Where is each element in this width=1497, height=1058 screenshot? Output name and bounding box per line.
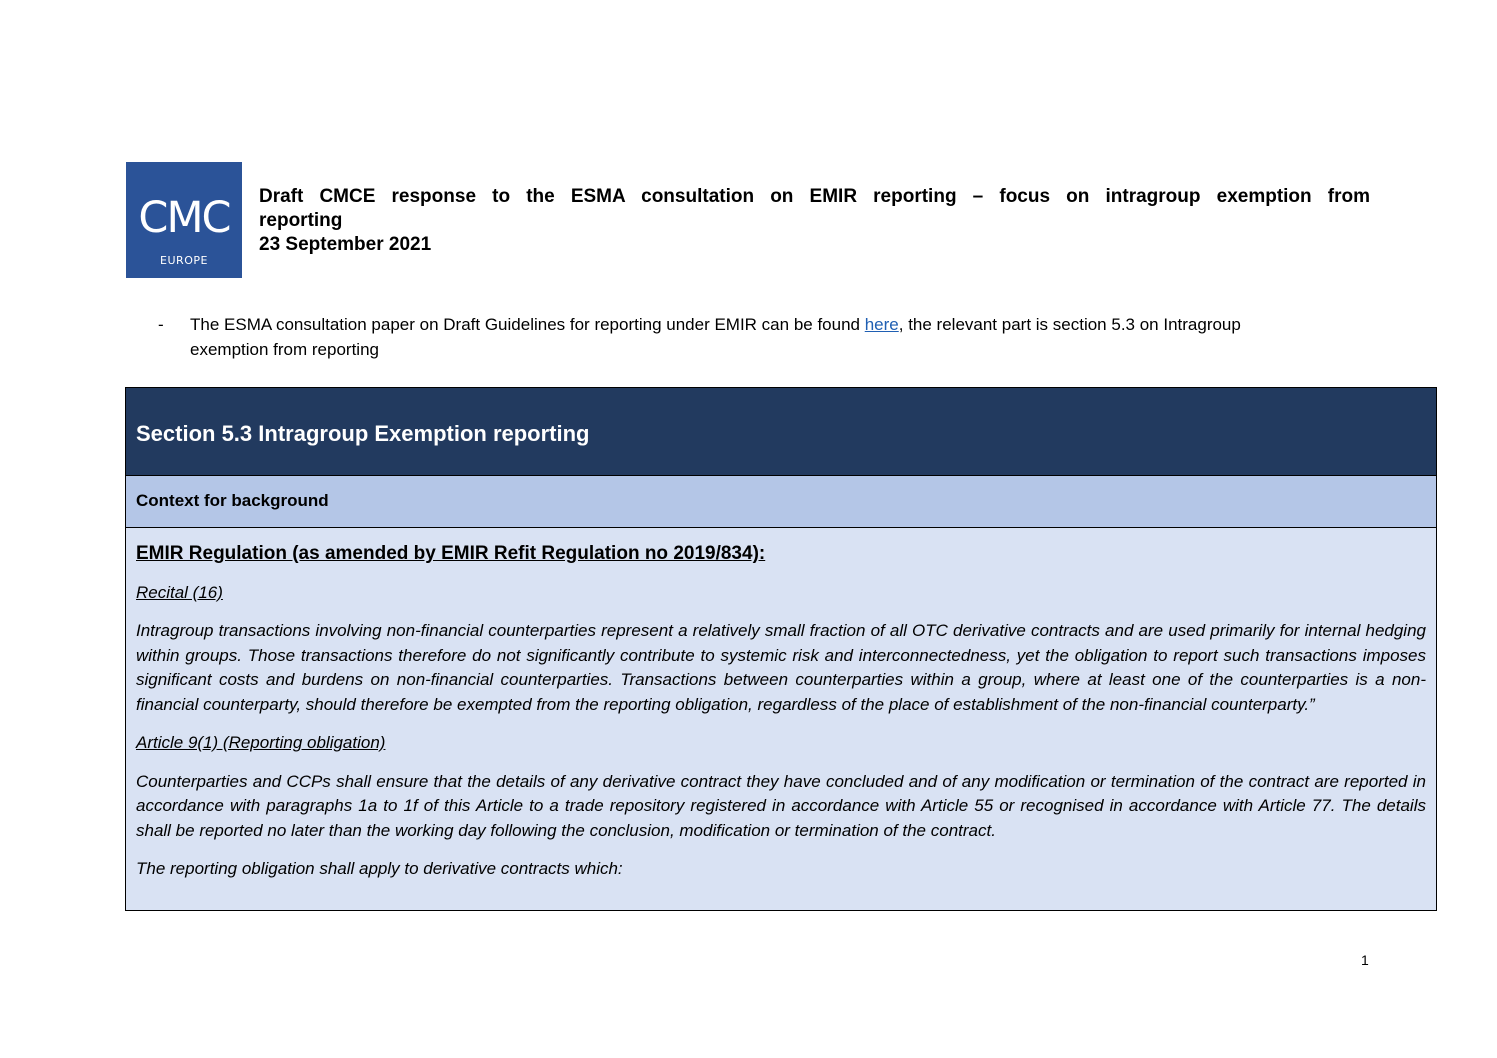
consultation-link[interactable]: here (864, 315, 899, 334)
logo-subtext: EUROPE (160, 254, 208, 267)
recital-reference: Recital (16) (136, 582, 223, 602)
intro-text-before-link: The ESMA consultation paper on Draft Guidelines for reporting under EMIR can be found (190, 315, 865, 334)
section-header: Section 5.3 Intragroup Exemption reporting (126, 388, 1436, 476)
title-date: 23 September 2021 (259, 234, 432, 255)
intro-text-after-link: , the relevant part is section 5.3 on Intragroup exemption from reporting (190, 315, 1241, 359)
page-number: 1 (1361, 952, 1369, 968)
document-title (259, 185, 1370, 257)
section-table (125, 387, 1437, 911)
title-line-1: Draft CMCE response to the ESMA consultation on EMIR reporting – focus on intragroup exemption from (259, 186, 1370, 207)
section-body (126, 528, 1436, 911)
intro-bullet (158, 312, 1318, 362)
logo-text: CMC (138, 193, 230, 243)
intro-text (190, 312, 1318, 362)
section-subheader: Context for background (126, 476, 1436, 528)
article-reference: Article 9(1) (Reporting obligation) (136, 733, 386, 752)
bullet-dash: - (158, 315, 164, 334)
recital-text: Intragroup transactions involving non-financial counterparties represent a relatively small fraction of all OTC derivative contracts and are used primarily for internal hedging within groups. Those transactions therefore do not significantly contribute to systemic risk and interconnectedness, yet the obligation to report such transactions imposes significant costs and burdens on non-financial counterparties. Transactions between counterparties within a group, where at least one of the counterparties is a non-financial counterparty, should therefore be exempted from the reporting obligation, regardless of the place of establishment of the non-financial counterparty.” (136, 621, 1426, 714)
title-line-2: reporting (259, 210, 343, 231)
cmc-europe-logo (126, 162, 242, 278)
regulation-heading: EMIR Regulation (as amended by EMIR Refit Regulation no 2019/834): (136, 543, 766, 564)
article-text: Counterparties and CCPs shall ensure that the details of any derivative contract they have concluded and of any modification or termination of the contract are reported in accordance with paragraphs 1a to 1f of this Article to a trade repository registered in accordance with Article 55 or recognised in accordance with Article 77. The details shall be reported no later than the working day following the conclusion, modification or termination of the contract. (136, 771, 1426, 840)
obligation-text: The reporting obligation shall apply to derivative contracts which: (136, 859, 623, 878)
